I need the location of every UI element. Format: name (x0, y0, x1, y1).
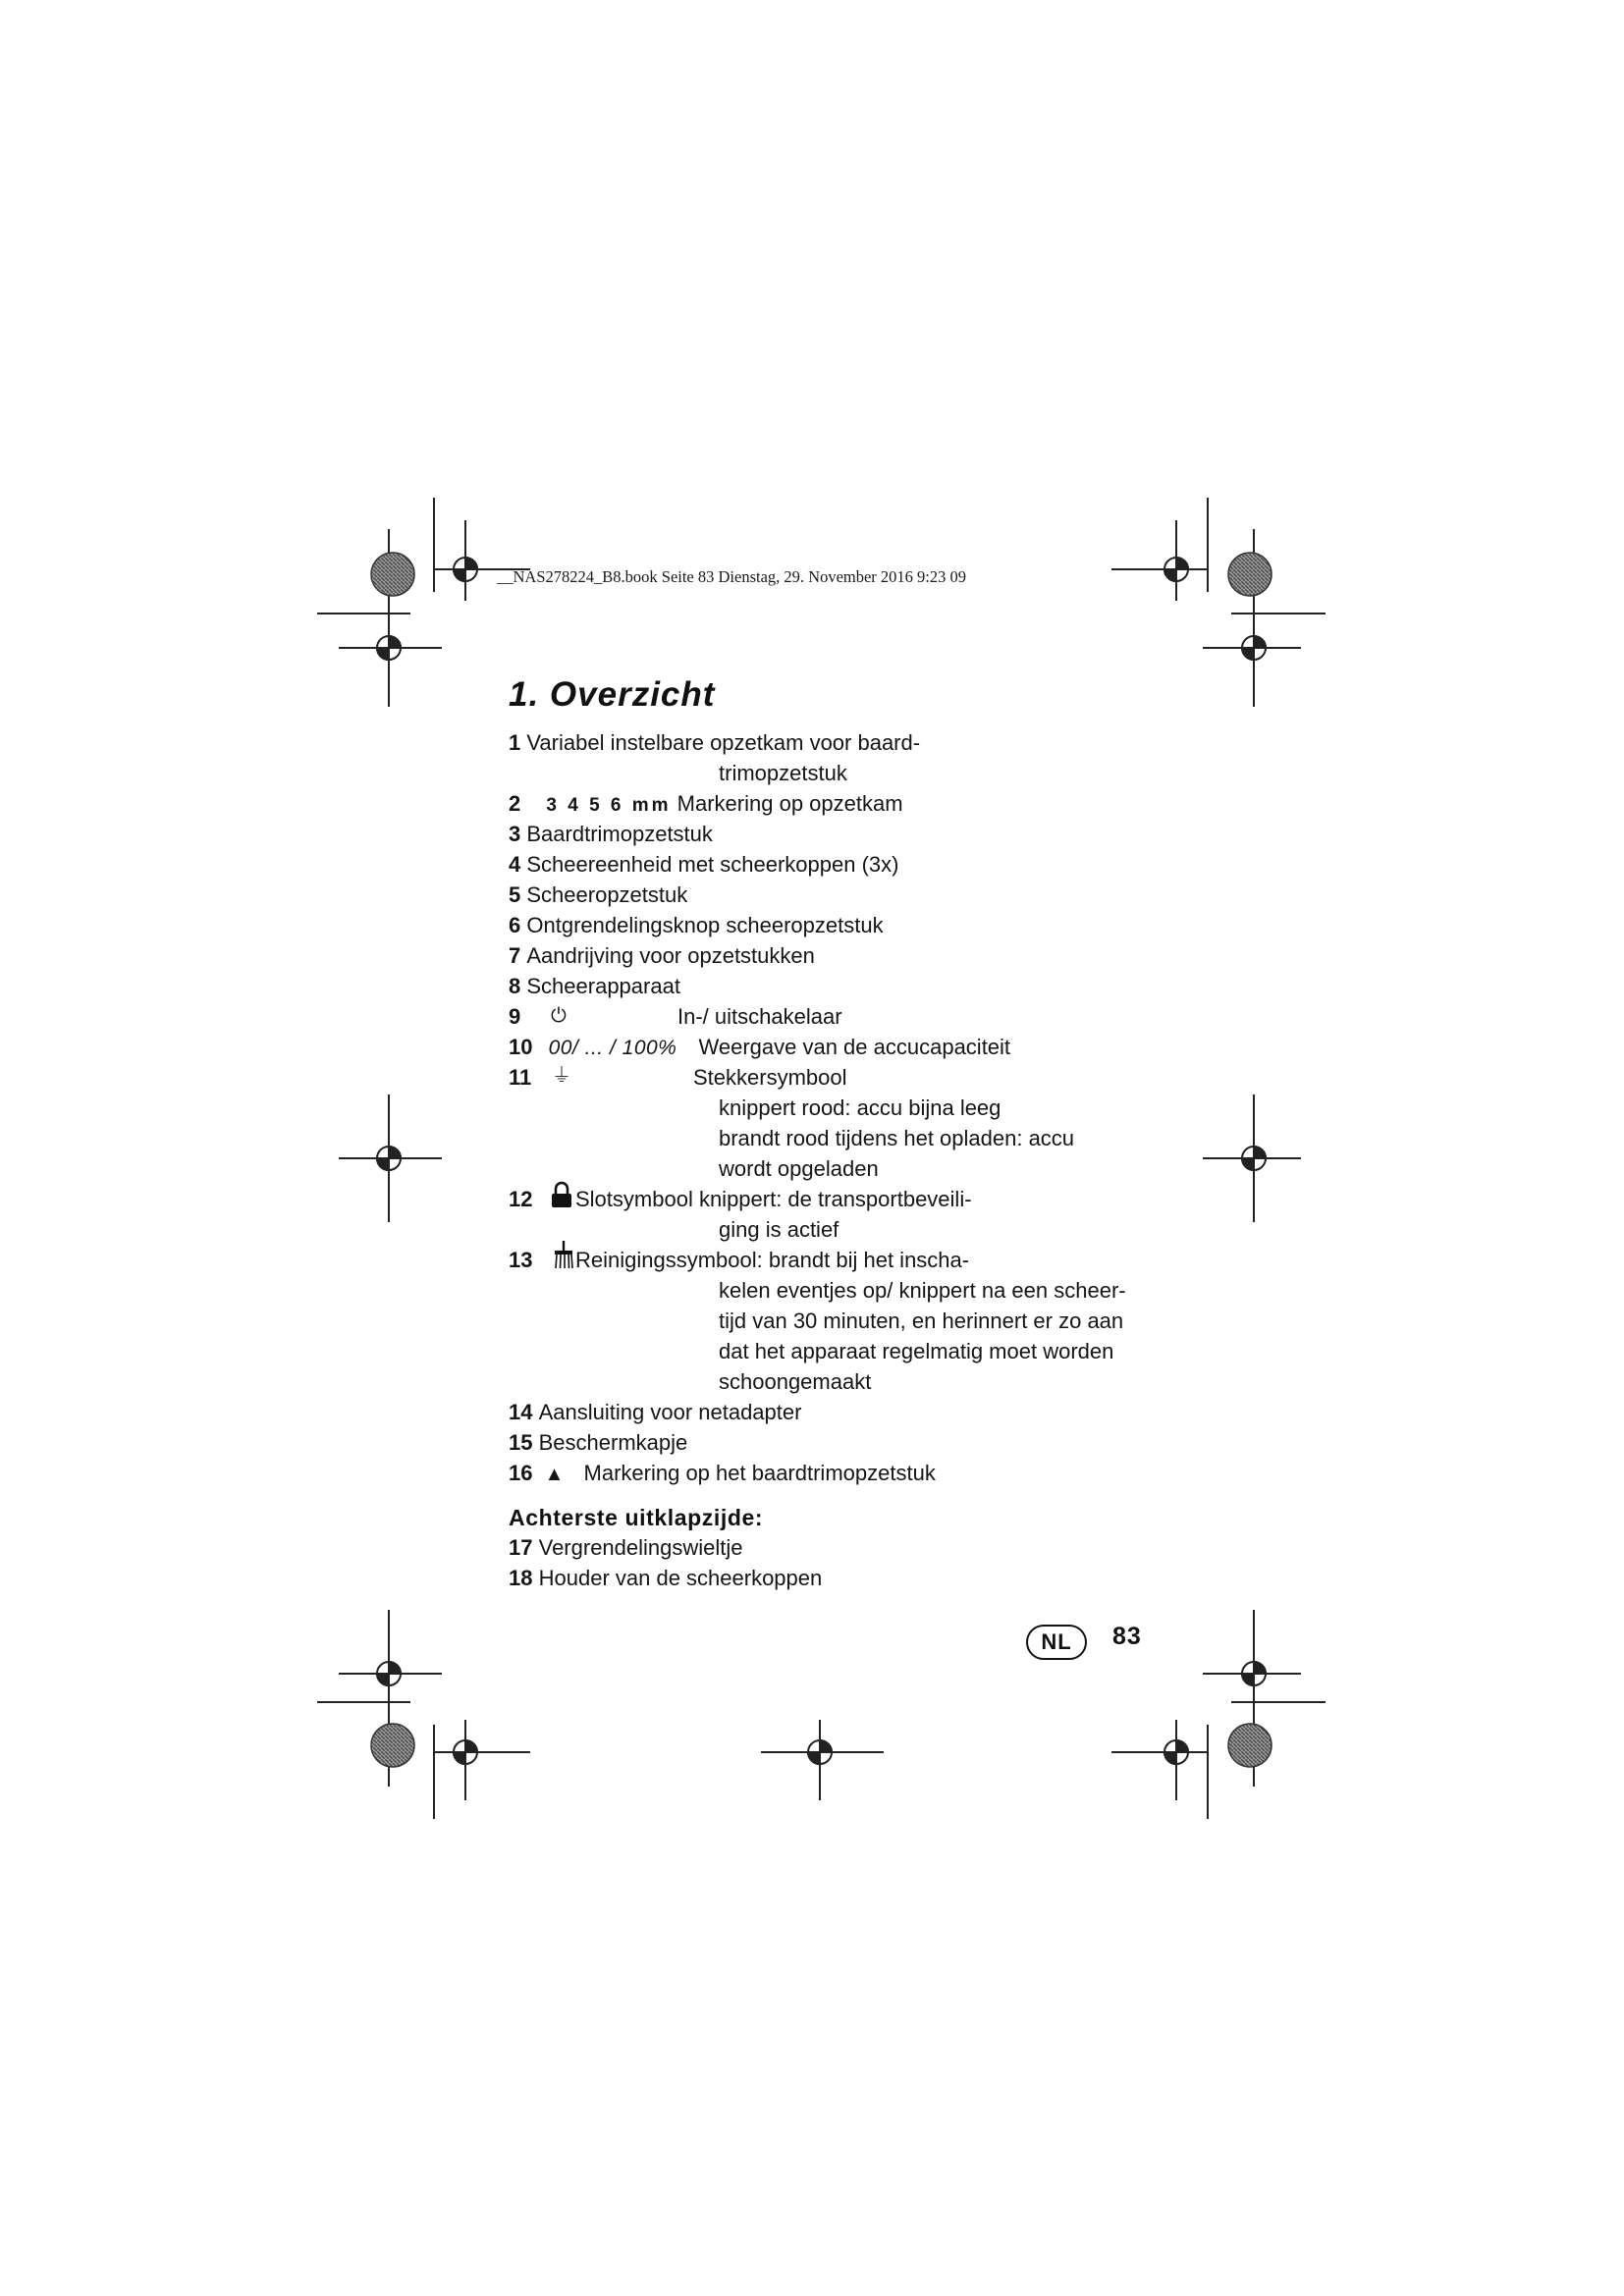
item-number: 11 (509, 1065, 532, 1090)
item-number: 2 (509, 791, 521, 816)
power-icon: ⏻ (551, 1005, 567, 1027)
list-item-11 (509, 1065, 531, 1091)
item-number: 10 (509, 1035, 533, 1059)
item-number: 16 (509, 1461, 533, 1485)
list-item-continuation: ging is actief (719, 1217, 839, 1242)
item-text: Scheereenheid met scheerkoppen (3x) (526, 852, 899, 877)
back-section-heading: Achterste uitklapzijde: (509, 1505, 764, 1530)
battery-percent-display: 00/ ... / 100% (548, 1037, 677, 1059)
list-item-12 (509, 1187, 532, 1212)
list-item-2 (509, 791, 903, 819)
list-item-9 (509, 1004, 520, 1030)
item-text: Scheeropzetstuk (526, 882, 688, 907)
item-text: Markering op opzetkam (677, 791, 903, 816)
list-item-14 (509, 1400, 801, 1425)
list-item-continuation: kelen eventjes op/ knippert na een scheer- (719, 1278, 1126, 1303)
item-number: 3 (509, 822, 521, 846)
list-item-17 (509, 1535, 743, 1561)
item-text: Baardtrimopzetstuk (526, 822, 713, 846)
list-item-continuation: wordt opgeladen (719, 1156, 879, 1181)
item-number: 15 (509, 1430, 533, 1455)
item-text: Variabel instelbare opzetkam voor baard- (526, 730, 921, 755)
list-item-continuation: tijd van 30 minuten, en herinnert er zo aan (719, 1308, 1124, 1333)
list-item-3 (509, 822, 713, 847)
item-number: 4 (509, 852, 521, 877)
cleaning-brush-icon (552, 1239, 575, 1272)
item-text: Stekkersymbool (693, 1065, 847, 1090)
lock-icon (548, 1181, 575, 1210)
item-number: 8 (509, 974, 521, 998)
item-text: Weergave van de accucapaciteit (698, 1035, 1011, 1059)
item-text: Slotsymbool knippert: de transportbeveili- (575, 1187, 972, 1211)
list-item-4 (509, 852, 899, 878)
list-item-5 (509, 882, 687, 908)
item-text: Houder van de scheerkoppen (538, 1566, 823, 1590)
list-item-continuation: brandt rood tijdens het opladen: accu (719, 1126, 1075, 1150)
item-text: Ontgrendelingsknop scheeropzetstuk (526, 913, 884, 937)
item-number: 9 (509, 1004, 521, 1029)
list-item-15 (509, 1430, 687, 1456)
item-text: Vergrendelingswieltje (538, 1535, 743, 1560)
list-item-10 (509, 1035, 1010, 1061)
item-number: 1 (509, 730, 521, 755)
item-number: 18 (509, 1566, 533, 1590)
item-number: 14 (509, 1400, 533, 1424)
item-text: Aandrijving voor opzetstukken (526, 943, 815, 968)
item-text: Beschermkapje (538, 1430, 688, 1455)
item-number: 6 (509, 913, 521, 937)
triangle-up-icon: ▲ (544, 1464, 565, 1485)
list-item-1 (509, 730, 920, 756)
list-item-8 (509, 974, 680, 999)
item-number: 7 (509, 943, 521, 968)
item-number: 5 (509, 882, 521, 907)
list-item-continuation: dat het apparaat regelmatig moet worden (719, 1339, 1114, 1363)
language-badge: NL (1026, 1625, 1087, 1660)
list-item-6 (509, 913, 884, 938)
item-text: Markering op het baardtrimopzetstuk (583, 1461, 936, 1485)
list-item-continuation: trimopzetstuk (719, 761, 847, 785)
list-item-16 (509, 1461, 936, 1487)
comb-size-markings: 3 4 5 6 mm (546, 795, 672, 816)
item-text: Scheerapparaat (526, 974, 680, 998)
print-file-info: __NAS278224_B8.book Seite 83 Dienstag, 29. November 2016 9:23 09 (497, 567, 967, 586)
item-number: 17 (509, 1535, 533, 1560)
list-item-13 (509, 1248, 532, 1273)
item-text: Aansluiting voor netadapter (538, 1400, 802, 1424)
list-item-7 (509, 943, 815, 969)
plug-icon: ⏚ (552, 1065, 571, 1087)
list-item-continuation: knippert rood: accu bijna leeg (719, 1095, 1001, 1120)
item-number: 12 (509, 1187, 533, 1211)
list-item-continuation: schoongemaakt (719, 1369, 872, 1394)
section-title: 1. Overzicht (509, 675, 716, 714)
item-number: 13 (509, 1248, 533, 1272)
page-number: 83 (1112, 1623, 1142, 1650)
item-text: In-/ uitschakelaar (677, 1004, 842, 1029)
item-text: Reinigingssymbool: brandt bij het inscha- (575, 1248, 970, 1272)
list-item-18 (509, 1566, 822, 1591)
